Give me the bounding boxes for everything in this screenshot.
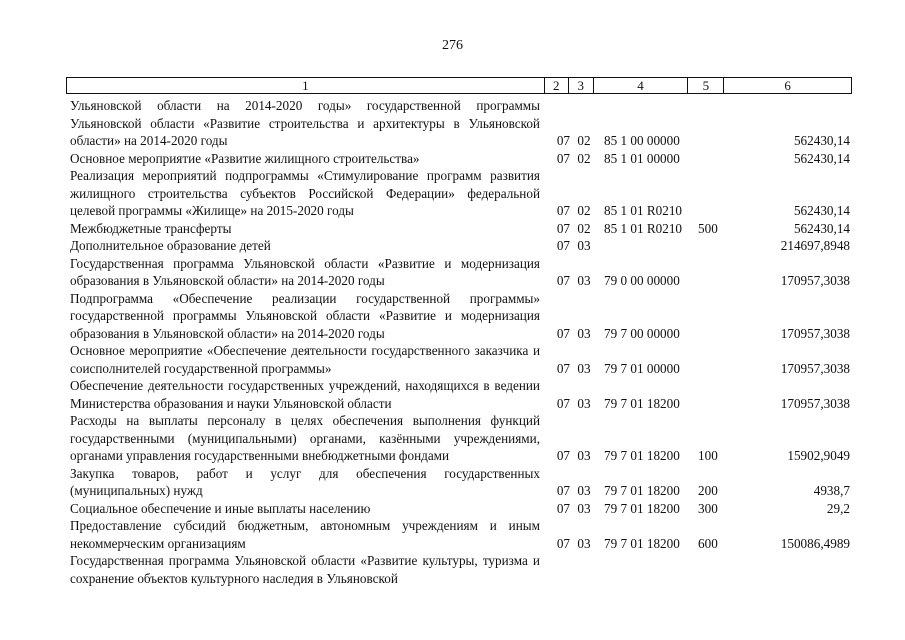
row-amount: 170957,3038: [780, 395, 850, 411]
row-section: 07: [556, 395, 570, 411]
row-section: 07: [556, 238, 570, 253]
row-subsection: 03: [577, 273, 591, 288]
table-body: [70, 97, 850, 587]
row-description: Подпрограмма «Обеспечение реализации государственной программы» государственной программы Ульяновской области «Развитие и модернизация образования в Ульяновской области» на 2014-2020 годы: [70, 290, 540, 341]
table-row: [70, 220, 850, 238]
table-header: [66, 77, 852, 94]
row-section: 07: [556, 325, 570, 341]
row-subsection: 02: [577, 133, 591, 148]
row-description: Расходы на выплаты персоналу в целях обеспечения выполнения функций государственными (муниципальными) органами, казёнными учреждениями, органами управления государственными внебюджетными фондами: [70, 413, 540, 463]
table-row: [70, 342, 850, 377]
row-target-code: 79 0 00 00000: [604, 273, 680, 288]
row-target-code: 79 7 01 18200: [604, 535, 680, 551]
table-row: [70, 290, 850, 343]
row-target-code: 85 1 00 00000: [604, 133, 680, 148]
table-row: [70, 465, 850, 500]
row-target-code: 79 7 00 00000: [604, 325, 680, 341]
column-header-2: 2: [544, 78, 568, 93]
row-section: 07: [556, 203, 570, 218]
row-expense-type: 300: [698, 500, 718, 516]
table-row: [70, 97, 850, 150]
column-header-3: 3: [568, 78, 593, 93]
row-amount: 150086,4989: [780, 535, 850, 551]
row-description: Социальное обеспечение и иные выплаты населению: [70, 500, 371, 516]
row-description: Государственная программа Ульяновской области «Развитие культуры, туризма и сохранение объектов культурного наследия в Ульяновской: [70, 553, 540, 586]
row-target-code: 85 1 01 R0210: [604, 220, 683, 236]
row-target-code: 85 1 01 00000: [604, 150, 680, 166]
column-header-5: 5: [687, 78, 723, 93]
row-description: Предоставление субсидий бюджетным, автономным учреждениям и иным некоммерческим организациям: [70, 518, 540, 551]
table-row: [70, 255, 850, 290]
row-section: 07: [556, 133, 570, 148]
row-expense-type: 100: [698, 448, 718, 463]
table-row: [70, 500, 850, 518]
row-subsection: 03: [577, 238, 591, 253]
table-row: [70, 552, 850, 587]
row-section: 07: [556, 448, 570, 463]
row-section: 07: [556, 360, 570, 376]
row-subsection: 03: [577, 535, 591, 551]
table-row: [70, 377, 850, 412]
row-description: Основное мероприятие «Обеспечение деятельности государственного заказчика и соисполнителей государственной программы»: [70, 343, 540, 376]
row-expense-type: 200: [698, 483, 718, 498]
row-subsection: 03: [577, 360, 591, 376]
row-description: Реализация мероприятий подпрограммы «Стимулирование программ развития жилищного строительства субъектов Российской Федерации» федеральной целевой программы «Жилище» на 2015-2020 годы: [70, 168, 540, 218]
table-row: [70, 412, 850, 465]
row-description: Закупка товаров, работ и услуг для обеспечения государственных (муниципальных) нужд: [70, 465, 540, 498]
table-row: [70, 237, 850, 255]
row-amount: 562430,14: [793, 220, 850, 236]
row-subsection: 03: [577, 395, 591, 411]
row-amount: 29,2: [826, 500, 850, 516]
row-amount: 562430,14: [793, 150, 850, 166]
row-section: 07: [556, 273, 570, 288]
row-amount: 170957,3038: [780, 360, 850, 376]
row-amount: 170957,3038: [780, 273, 850, 288]
row-amount: 562430,14: [793, 133, 850, 148]
row-target-code: 79 7 01 18200: [604, 483, 680, 498]
page-number: 276: [442, 38, 463, 53]
row-subsection: 03: [577, 500, 591, 516]
row-description: Обеспечение деятельности государственных учреждений, находящихся в ведении Министерства образования и науки Ульяновской области: [70, 378, 540, 411]
row-description: Межбюджетные трансферты: [70, 220, 232, 236]
row-section: 07: [556, 500, 570, 516]
row-amount: 214697,8948: [780, 238, 850, 253]
row-target-code: 85 1 01 R0210: [604, 203, 683, 218]
row-target-code: 79 7 01 18200: [604, 500, 680, 516]
row-expense-type: 600: [698, 535, 718, 551]
row-target-code: 79 7 01 00000: [604, 360, 680, 376]
row-description: Дополнительное образование детей: [70, 238, 271, 253]
row-amount: 4938,7: [813, 483, 850, 498]
table-row: [70, 150, 850, 168]
table-row: [70, 517, 850, 552]
row-description: Ульяновской области на 2014-2020 годы» государственной программы Ульяновской области «Развитие строительства и архитектуры в Ульяновской области» на 2014-2020 годы: [70, 98, 540, 148]
row-section: 07: [556, 535, 570, 551]
row-section: 07: [556, 150, 570, 166]
table-row: [70, 167, 850, 220]
row-subsection: 02: [577, 203, 591, 218]
column-header-4: 4: [593, 78, 688, 93]
row-subsection: 02: [577, 220, 591, 236]
row-amount: 170957,3038: [780, 325, 850, 341]
row-expense-type: 500: [698, 220, 718, 236]
row-amount: 15902,9049: [787, 448, 850, 463]
row-subsection: 03: [577, 483, 591, 498]
row-description: Государственная программа Ульяновской области «Развитие и модернизация образования в Ульяновской области» на 2014-2020 годы: [70, 255, 540, 288]
column-header-6: 6: [723, 78, 851, 93]
row-description: Основное мероприятие «Развитие жилищного строительства»: [70, 150, 420, 166]
row-section: 07: [556, 220, 570, 236]
row-subsection: 03: [577, 448, 591, 463]
column-header-1: 1: [302, 78, 309, 93]
row-target-code: 79 7 01 18200: [604, 448, 680, 463]
row-subsection: 02: [577, 150, 591, 166]
row-section: 07: [556, 483, 570, 498]
row-target-code: 79 7 01 18200: [604, 395, 680, 411]
row-amount: 562430,14: [793, 203, 850, 218]
row-subsection: 03: [577, 325, 591, 341]
